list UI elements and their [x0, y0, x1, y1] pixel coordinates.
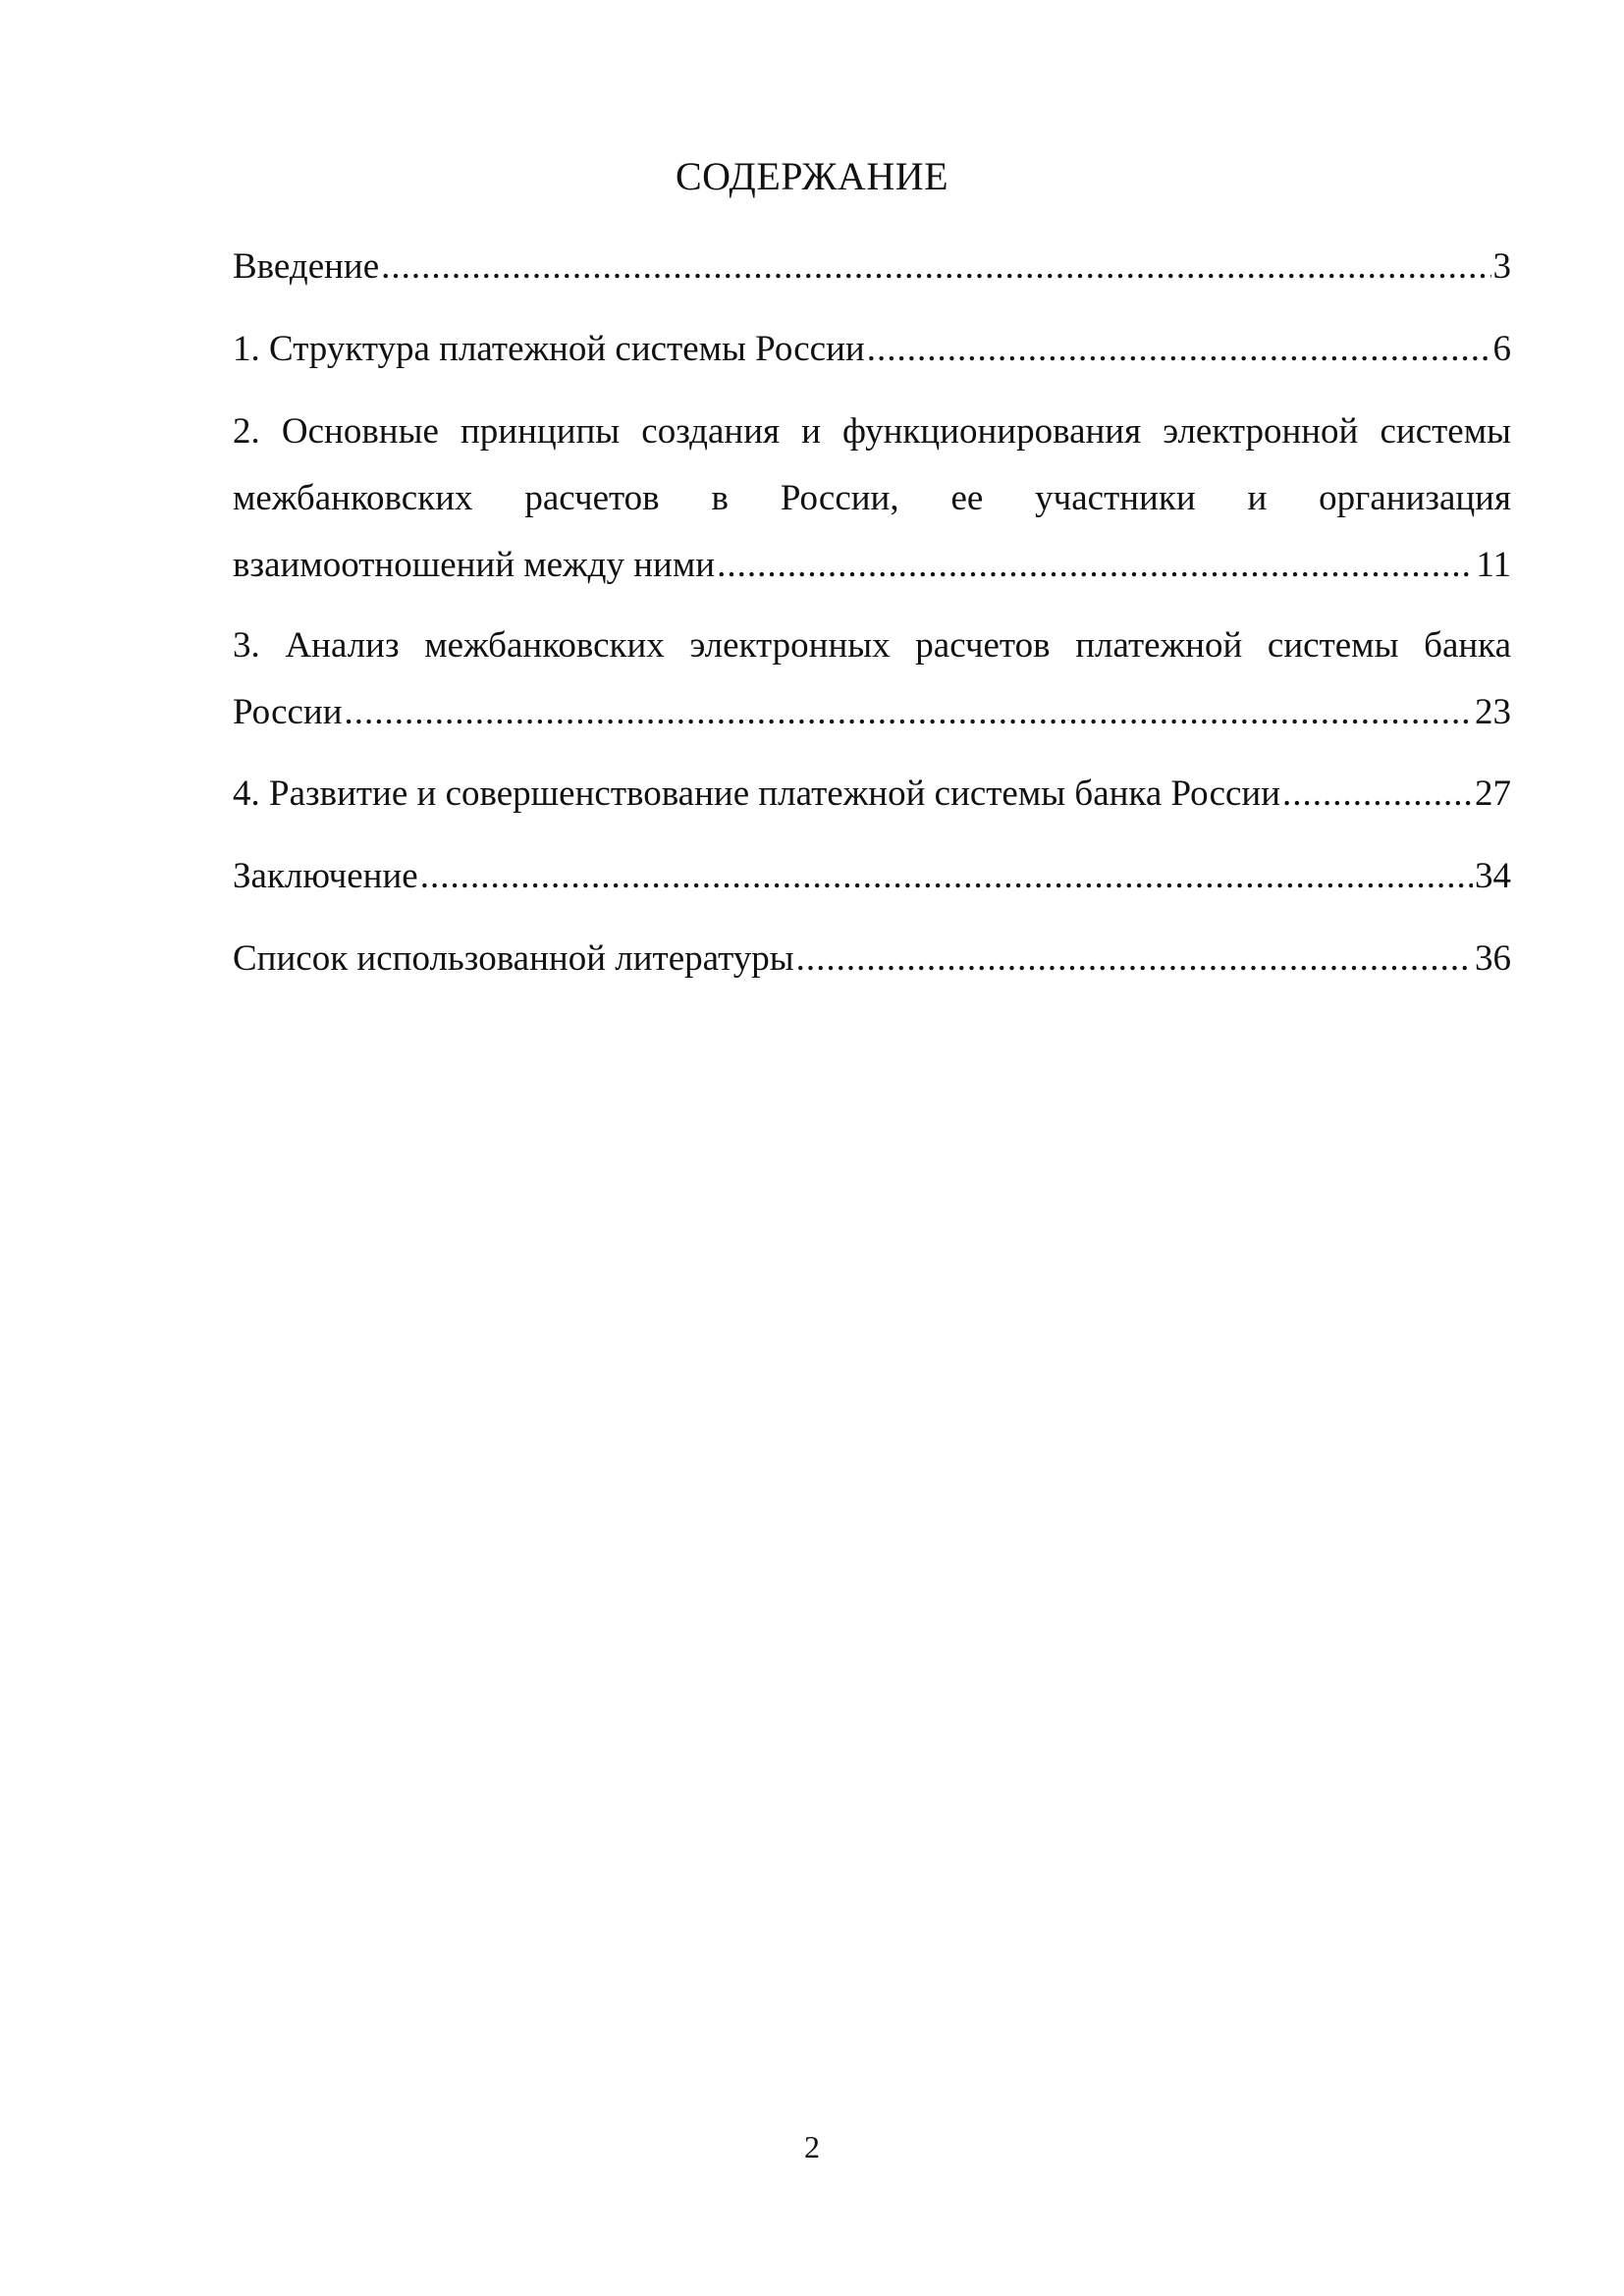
dot-leader — [381, 234, 1490, 300]
toc-entry-conclusion[interactable] — [233, 843, 1511, 910]
toc-entry-title-line: 3. Анализ межбанковских электронных расчетов платежной системы банка — [233, 625, 1511, 666]
toc-entry-chapter-4[interactable] — [233, 761, 1511, 828]
dot-leader — [345, 679, 1473, 746]
toc-page-number: 6 — [1492, 329, 1511, 369]
dot-leader — [796, 926, 1473, 992]
toc-entry-chapter-1[interactable] — [233, 316, 1511, 383]
toc-entry-chapter-2[interactable] — [233, 399, 1511, 599]
dot-leader — [420, 843, 1473, 910]
toc-entry-title: Заключение — [233, 856, 418, 896]
toc-entry-chapter-3[interactable] — [233, 613, 1511, 746]
toc-entry-title-line: России — [233, 692, 343, 732]
toc-entry-title: 1. Структура платежной системы России — [233, 329, 865, 369]
page-number: 2 — [804, 2129, 820, 2164]
toc-title: СОДЕРЖАНИЕ — [675, 154, 949, 198]
toc-page-number: 34 — [1475, 856, 1511, 896]
toc-entry-introduction[interactable] — [233, 234, 1511, 300]
toc-entry-title-line: межбанковских расчетов в России, ее участники и организация — [233, 478, 1511, 518]
toc-page-number: 36 — [1475, 938, 1511, 979]
toc-page-number: 23 — [1475, 692, 1511, 732]
toc-page-number: 3 — [1492, 246, 1511, 287]
dot-leader — [1282, 761, 1473, 828]
toc-entry-title-line: 2. Основные принципы создания и функционирования электронной системы — [233, 411, 1511, 452]
toc-entry-title: Введение — [233, 246, 380, 287]
toc-entry-title-line: взаимоотношений между ними — [233, 545, 716, 585]
toc-entry-title: 4. Развитие и совершенствование платежной системы банка России — [233, 774, 1281, 814]
toc-entry-references[interactable] — [233, 926, 1511, 992]
dot-leader — [867, 316, 1491, 383]
toc-entry-title: Список использованной литературы — [233, 938, 794, 979]
toc-page-number: 11 — [1476, 545, 1511, 585]
dot-leader — [717, 532, 1474, 599]
toc-page-number: 27 — [1475, 774, 1511, 814]
